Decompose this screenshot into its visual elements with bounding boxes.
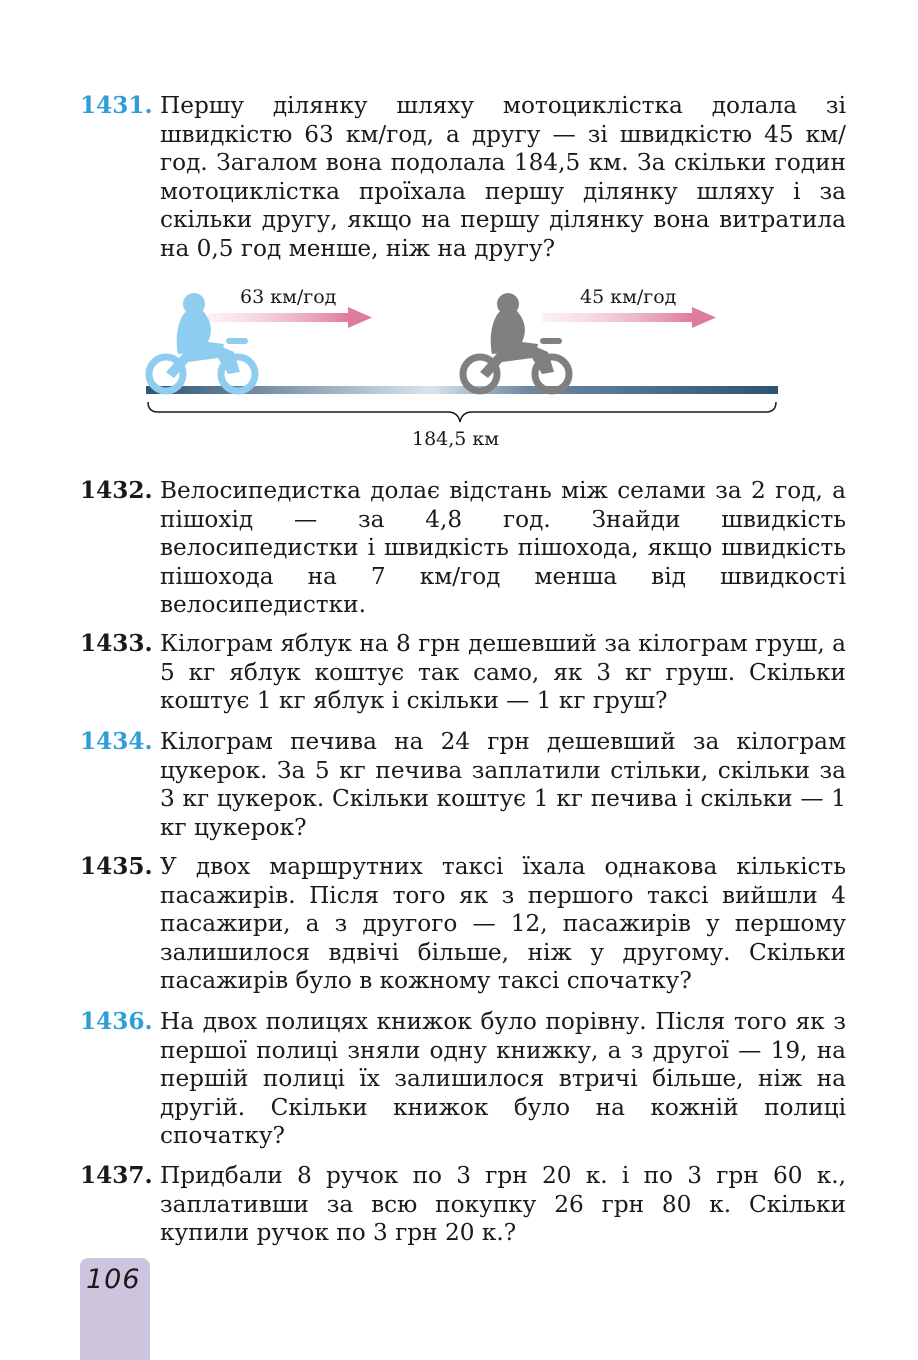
speed-label-1: 63 км/год [240,286,337,308]
problem-number: 1434. [80,728,153,755]
motorcycle-figure [130,282,790,457]
problem-number: 1431. [80,92,153,119]
problem-number: 1433. [80,630,153,657]
distance-label: 184,5 км [412,428,500,450]
problem-1433 [80,630,846,716]
problem-text: Кілограм яблук на 8 грн дешевший за кілограм груш, а 5 кг яблук коштує так само, як 3 кг груш. Скільки коштує 1 кг яблук і скільки — 1 кг груш? [160,630,846,715]
motorcyclist-2 [463,293,569,391]
problem-text: Велосипедистка долає відстань між селами за 2 год, а пішохід — за 4,8 год. Знайди швидкість велосипедистки і швидкість пішохода, якщо швидкість пішохода на 7 км/год менша від швидкості велосипедистки. [160,477,846,619]
problem-1431 [80,92,846,264]
speed-arrow-1 [208,307,372,328]
problem-text: На двох полицях книжок було порівну. Після того як з першої полиці зняли одну книжку, а з другої — 19, на першій полиці їх залишилося втричі більше, ніж на другій. Скільки книжок було на кожній полиці спочатку? [160,1008,846,1150]
problem-text: Кілограм печива на 24 грн дешевший за кілограм цукерок. За 5 кг печива заплатили стільки, скільки за 3 кг цукерок. Скільки коштує 1 кг печива і скільки — 1 кг цукерок? [160,728,846,841]
problem-text: Першу ділянку шляху мотоциклістка долала зі швидкістю 63 км/год, а другу — зі швидкістю 45 км/год. Загалом вона подолала 184,5 км. За скільки годин мотоциклістка проїхала першу ділянку шляху і за скільки другу, якщо на першу ділянку вона витратила на 0,5 год менше, ніж на другу? [160,92,846,262]
problem-text: У двох маршрутних таксі їхала однакова кількість пасажирів. Після того як з першого таксі вийшли 4 пасажири, а з другого — 12, пасажирів у першому залишилося вдвічі більше, ніж у другому. Скільки пасажирів було в кожному таксі спочатку? [160,853,846,995]
problem-number: 1432. [80,477,153,504]
problem-text: Придбали 8 ручок по 3 грн 20 к. і по 3 грн 60 к., заплативши за всю покупку 26 грн 80 к. Скільки купили ручок по 3 грн 20 к.? [160,1162,846,1247]
speed-arrow-2 [542,307,716,328]
problem-1434 [80,728,846,842]
problem-1432 [80,477,846,620]
problem-number: 1436. [80,1008,153,1035]
speed-label-2: 45 км/год [580,286,677,308]
distance-brace [148,402,776,422]
problem-number: 1435. [80,853,153,880]
page-number-tab [80,1258,150,1360]
page-number: 106 [86,1264,141,1295]
problem-1436 [80,1008,846,1151]
problem-1437 [80,1162,846,1248]
problem-number: 1437. [80,1162,153,1189]
problem-1435 [80,853,846,996]
